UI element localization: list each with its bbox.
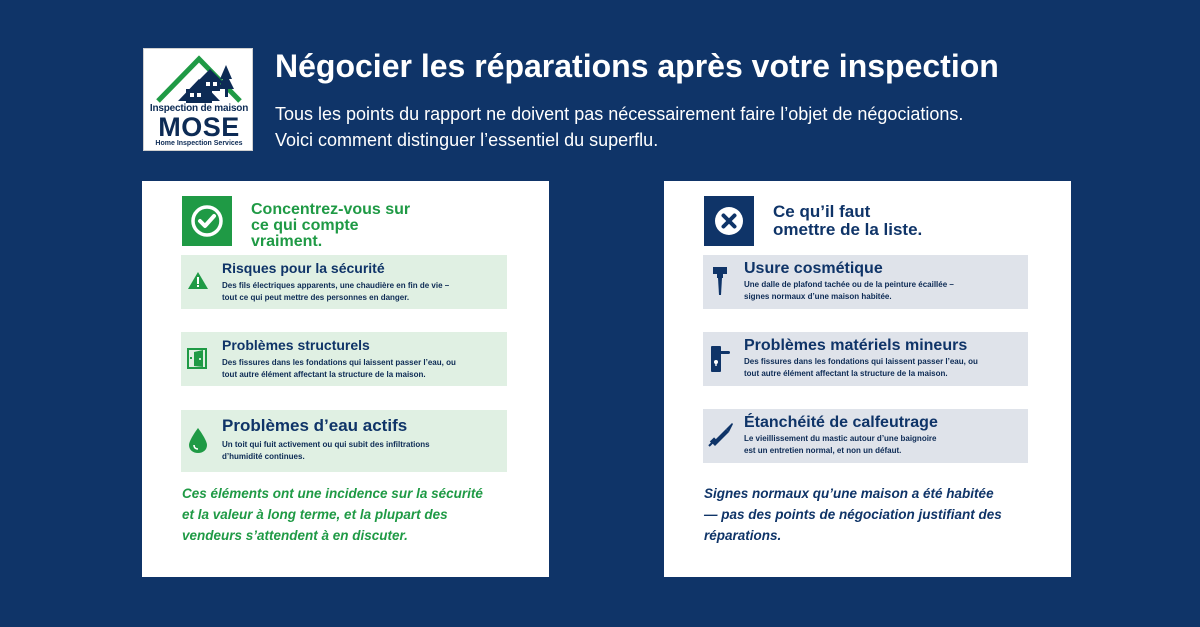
omit-heading [773, 203, 973, 239]
focus-heading-line-1: Concentrez-vous sur [251, 201, 411, 218]
item-title: Problèmes matériels mineurs [744, 337, 968, 354]
item-description [744, 279, 1024, 303]
subtitle-line-1: Tous les points du rapport ne doivent pas nécessairement faire l’objet de négociations. [275, 104, 964, 124]
item-title: Risques pour la sécurité [222, 260, 385, 276]
focus-heading-line-3: vraiment. [251, 233, 323, 250]
item-description-line-1: Une dalle de plafond tachée ou de la peinture écaillée – [744, 280, 954, 289]
item-title: Usure cosmétique [744, 260, 883, 277]
door-icon [186, 346, 210, 372]
focus-footer-note [182, 483, 522, 546]
item-description [222, 280, 502, 304]
water-drop-icon [186, 426, 210, 452]
footer-line-2: et la valeur à long terme, et la plupart des [182, 507, 448, 522]
omit-heading-line-1: Ce qu’il faut [773, 202, 871, 221]
page-subtitle [275, 101, 1075, 153]
item-description [744, 356, 1024, 380]
omit-card [664, 181, 1071, 577]
list-item-cosmetic [703, 255, 1028, 309]
list-item-minor [703, 332, 1028, 386]
item-description-line-2: d’humidité continues. [222, 452, 305, 461]
logo-brand-name: MOSE [158, 112, 240, 142]
item-description-line-1: Un toit qui fuit activement ou qui subit des infiltrations [222, 440, 430, 449]
omit-footer-note [704, 483, 1044, 546]
house-roof-logo-icon [144, 49, 254, 105]
item-description-line-1: Des fissures dans les fondations qui laissent passer l’eau, ou [222, 358, 456, 367]
item-description-line-1: Des fils électriques apparents, une chaudière en fin de vie – [222, 281, 450, 290]
x-icon [704, 196, 754, 246]
paintbrush-icon [708, 265, 732, 291]
footer-line-3: vendeurs s’attendent à en discuter. [182, 528, 408, 543]
list-item-caulking [703, 409, 1028, 463]
item-description [744, 433, 1024, 457]
item-description [222, 357, 502, 381]
item-description-line-2: tout ce qui peut mettre des personnes en danger. [222, 293, 410, 302]
focus-card [142, 181, 549, 577]
omit-heading-line-2: omettre de la liste. [773, 220, 923, 239]
item-description-line-1: Le vieillissement du mastic autour d’une baignoire [744, 434, 937, 443]
footer-line-1: Signes normaux qu’une maison a été habitée [704, 486, 994, 501]
item-description-line-2: tout autre élément affectant la structure de la maison. [744, 369, 948, 378]
item-description-line-2: tout autre élément affectant la structure de la maison. [222, 370, 426, 379]
item-title: Problèmes structurels [222, 337, 370, 353]
focus-heading [251, 202, 451, 250]
logo-tagline: Home Inspection Services [155, 140, 243, 147]
list-item-water [181, 410, 507, 472]
item-title: Problèmes d’eau actifs [222, 416, 408, 435]
logo-line-1: Inspection de maison [149, 103, 249, 114]
warning-icon [186, 269, 210, 295]
footer-line-2: — pas des points de négociation justifiant des [704, 507, 1002, 522]
footer-line-3: réparations. [704, 528, 782, 543]
focus-heading-line-2: ce qui compte [251, 217, 359, 234]
item-description-line-1: Des fissures dans les fondations qui laissent passer l’eau, ou [744, 357, 978, 366]
company-logo [143, 48, 253, 151]
subtitle-line-2: Voici comment distinguer l’essentiel du superflu. [275, 130, 659, 150]
list-item-structural [181, 332, 507, 386]
list-item-safety [181, 255, 507, 309]
item-description [222, 439, 502, 463]
item-title: Étanchéité de calfeutrage [744, 414, 938, 431]
item-description-line-2: signes normaux d’une maison habitée. [744, 292, 892, 301]
item-description-line-2: est un entretien normal, et non un défaut. [744, 446, 902, 455]
footer-line-1: Ces éléments ont une incidence sur la sécurité [182, 486, 483, 501]
door-handle-icon [708, 344, 732, 370]
check-icon [182, 196, 232, 246]
caulk-gun-icon [708, 421, 732, 447]
page-title: Négocier les réparations après votre inspection [275, 48, 999, 84]
